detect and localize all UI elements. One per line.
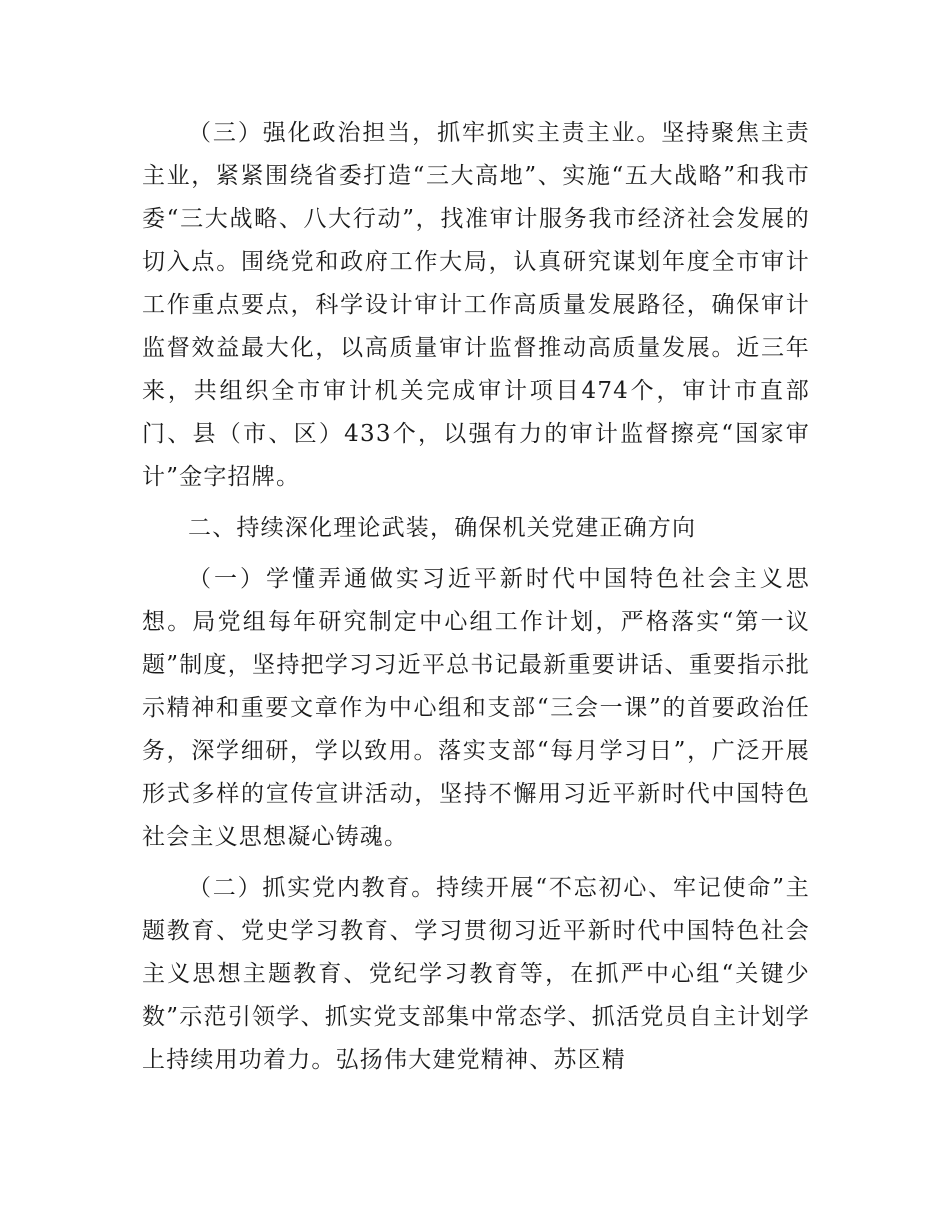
document-body <box>142 112 810 1082</box>
paragraph-study-thought: （一）学懂弄通做实习近平新时代中国特色社会主义思想。局党组每年研究制定中心组工作计划，严格落实“第一议题”制度，坚持把学习习近平总书记最新重要讲话、重要指示批示精神和重要文章作为中心组和支部“三会一课”的首要政治任务，深学细研，学以致用。落实支部“每月学习日”，广泛开展形式多样的宣传宣讲活动，坚持不懈用习近平新时代中国特色社会主义思想凝心铸魂。 <box>142 566 810 850</box>
paragraph-political-responsibility: （三）强化政治担当，抓牢抓实主责主业。坚持聚焦主责主业，紧紧围绕省委打造“三大高地”、实施“五大战略”和我市委“三大战略、八大行动”，找准审计服务我市经济社会发展的切入点。围绕党和政府工作大局，认真研究谋划年度全市审计工作重点要点，科学设计审计工作高质量发展路径，确保审计监督效益最大化，以高质量审计监督推动高质量发展。近三年来，共组织全市审计机关完成审计项目474个，审计市直部门、县（市、区）433个，以强有力的审计监督擦亮“国家审计”金字招牌。 <box>142 120 810 490</box>
section-heading-theory: 二、持续深化理论武装，确保机关党建正确方向 <box>188 515 697 541</box>
paragraph-party-education: （二）抓实党内教育。持续开展“不忘初心、牢记使命”主题教育、党史学习教育、学习贯彻习近平新时代中国特色社会主义思想主题教育、党纪学习教育等，在抓严中心组“关键少数”示范引领学、抓实党支部集中常态学、抓活党员自主计划学上持续用功着力。弘扬伟大建党精神、苏区精 <box>142 875 810 1073</box>
